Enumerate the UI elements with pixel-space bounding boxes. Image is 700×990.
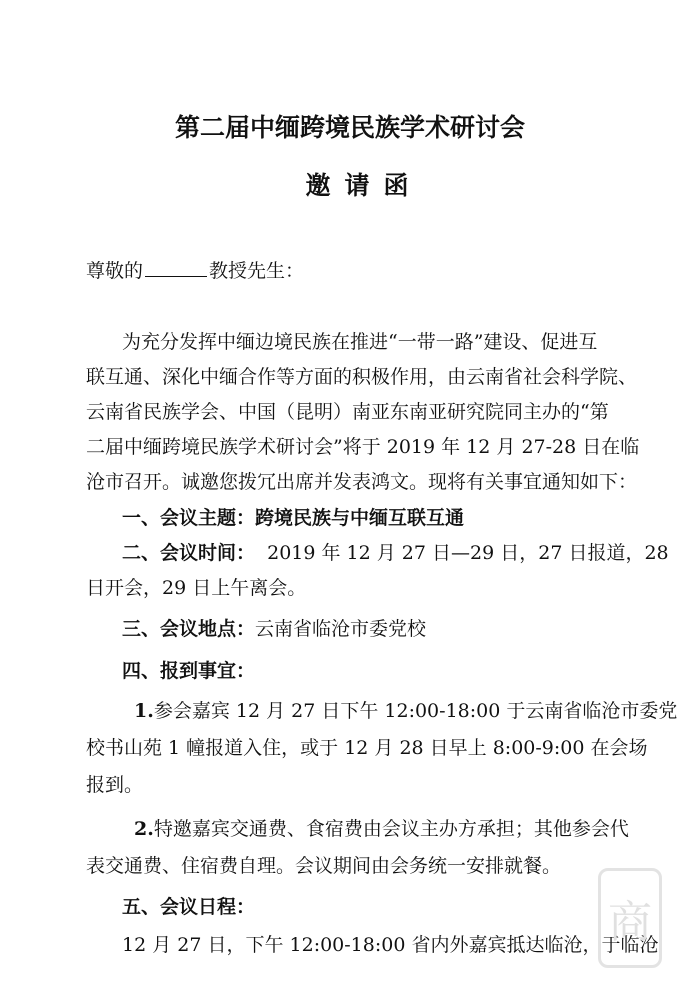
section-schedule: 五、会议日程： xyxy=(122,896,256,918)
section-venue xyxy=(122,614,682,641)
document-title: 第二届中缅跨境民族学术研讨会 xyxy=(174,113,525,142)
name-blank xyxy=(145,258,207,277)
intro-line: 联互通、深化中缅合作等方面的积极作用，由云南省社会科学院、 xyxy=(86,366,638,388)
intro-line: 二届中缅跨境民族学术研讨会”将于 2019 年 12 月 27-28 日在临 xyxy=(86,436,640,458)
salutation xyxy=(86,256,646,283)
intro-line: 沧市召开。诚邀您拨冗出席并发表鸿文。现将有关事宜通知如下： xyxy=(86,471,638,493)
paragraph-1-text: 参会嘉宾 12 月 27 日下午 12:00-18:00 于云南省临沧市委党 xyxy=(153,700,678,722)
section-venue-value: 云南省临沧市委党校 xyxy=(255,618,427,640)
paragraph-2 xyxy=(134,814,694,841)
salutation-suffix: 教授先生： xyxy=(209,260,305,282)
paragraph-1 xyxy=(134,696,694,723)
intro-line: 云南省民族学会、中国（昆明）南亚东南亚研究院同主办的“第 xyxy=(86,401,609,423)
schedule-line: 12 月 27 日，下午 12:00-18:00 省内外嘉宾抵达临沧，于临沧 xyxy=(122,934,659,956)
paragraph-1-line: 报到。 xyxy=(86,774,144,796)
intro-line: 为充分发挥中缅边境民族在推进“一带一路”建设、促进互 xyxy=(122,331,598,353)
section-time xyxy=(122,538,682,565)
section-venue-label: 三、会议地点： xyxy=(122,618,256,640)
section-time-label: 二、会议时间： xyxy=(122,542,256,564)
paragraph-2-text: 特邀嘉宾交通费、食宿费由会议主办方承担；其他参会代 xyxy=(153,818,629,840)
section-registration: 四、报到事宜： xyxy=(122,660,256,682)
section-time-value: 2019 年 12 月 27 日—29 日，27 日报道，28 xyxy=(267,542,669,564)
salutation-prefix: 尊敬的 xyxy=(86,260,144,282)
paragraph-2-line: 表交通费、住宿费自理。会议期间由会务统一安排就餐。 xyxy=(86,855,562,877)
section-time-cont: 日开会，29 日上午离会。 xyxy=(86,577,307,599)
paragraph-1-line: 校书山苑 1 幢报道入住，或于 12 月 28 日早上 8:00-9:00 在会场 xyxy=(86,737,648,759)
document-subtitle: 邀请函 xyxy=(305,171,423,200)
paragraph-1-number: 1. xyxy=(134,700,154,722)
watermark-logo: 商 xyxy=(598,868,662,968)
section-theme: 一、会议主题：跨境民族与中缅互联互通 xyxy=(122,507,465,529)
paragraph-2-number: 2. xyxy=(134,818,154,840)
